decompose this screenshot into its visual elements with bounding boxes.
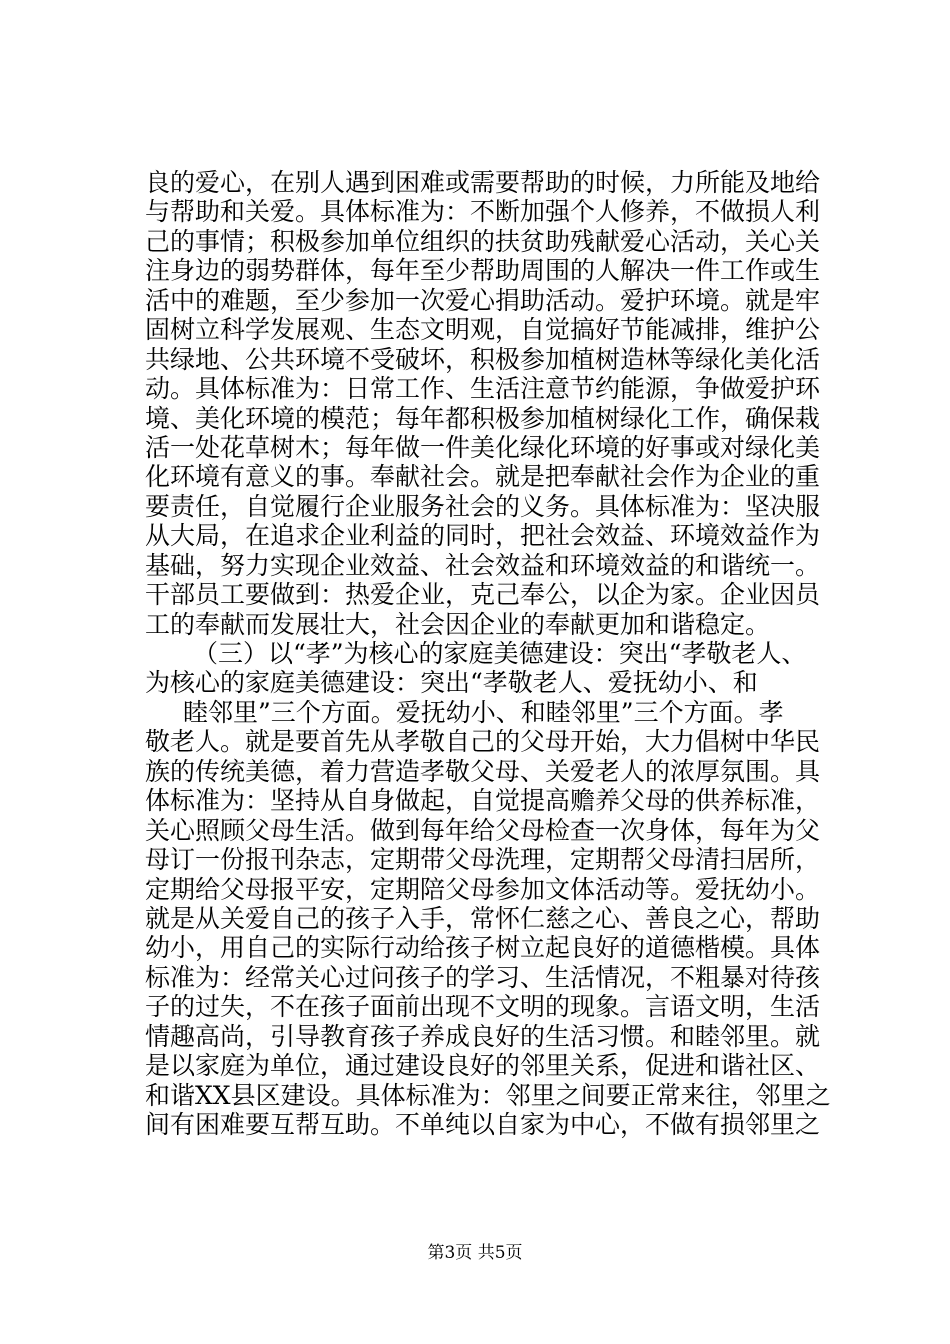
text-line: 固树立科学发展观、生态文明观，自觉搞好节能减排，维护公: [145, 315, 821, 345]
text-line: 与帮助和关爱。具体标准为：不断加强个人修养，不做损人利: [145, 197, 821, 227]
text-line: 标准为：经常关心过问孩子的学习、生活情况，不粗暴对待孩: [145, 962, 821, 992]
text-line: 化环境有意义的事。奉献社会。就是把奉献社会作为企业的重: [145, 462, 821, 492]
text-line: 子的过失，不在孩子面前出现不文明的现象。言语文明，生活: [145, 992, 821, 1022]
body-text: [145, 168, 835, 1139]
text-line: 良的爱心，在别人遇到困难或需要帮助的时候，力所能及地给: [145, 168, 821, 197]
text-line: 从大局，在追求企业利益的同时，把社会效益、环境效益作为: [145, 521, 821, 551]
text-line: 活一处花草树木；每年做一件美化绿化环境的好事或对绿化美: [145, 432, 821, 462]
text-line: 境、美化环境的模范；每年都积极参加植树绿化工作，确保栽: [145, 403, 821, 433]
text-line: 定期给父母报平安，定期陪父母参加文体活动等。爱抚幼小。: [145, 874, 821, 904]
text-line: 干部员工要做到：热爱企业，克己奉公，以企为家。企业因员: [145, 580, 821, 610]
text-line: 活中的难题，至少参加一次爱心捐助活动。爱护环境。就是牢: [145, 285, 821, 315]
text-line: 工的奉献而发展壮大，社会因企业的奉献更加和谐稳定。: [145, 609, 771, 639]
text-line: 敬老人。就是要首先从孝敬自己的父母开始，大力倡树中华民: [145, 727, 821, 757]
text-line: 是以家庭为单位，通过建设良好的邻里关系，促进和谐社区、: [145, 1051, 821, 1081]
text-line: 情趣高尚，引导教育孩子养成良好的生活习惯。和睦邻里。就: [145, 1021, 821, 1051]
text-line: 睦邻里”三个方面。爱抚幼小、和睦邻里”三个方面。孝: [183, 697, 784, 727]
text-line: 体标准为：坚持从自身做起，自觉提高赡养父母的供养标准，: [145, 786, 821, 816]
page-number-footer: 第3页 共5页: [427, 1243, 523, 1263]
text-line: 关心照顾父母生活。做到每年给父母检查一次身体，每年为父: [145, 815, 821, 845]
text-line: 共绿地、公共环境不受破坏，积极参加植树造林等绿化美化活: [145, 344, 821, 374]
text-line: 己的事情；积极参加单位组织的扶贫助残献爱心活动，关心关: [145, 226, 821, 256]
text-line: 要责任，自觉履行企业服务社会的义务。具体标准为：坚决服: [145, 491, 821, 521]
text-line: 间有困难要互帮互助。不单纯以自家为中心，不做有损邻里之: [145, 1110, 821, 1139]
text-line: 基础，努力实现企业效益、社会效益和环境效益的和谐统一。: [145, 550, 821, 580]
text-line: 母订一份报刊杂志，定期带父母洗理，定期帮父母清扫居所，: [145, 845, 821, 875]
text-line: 为核心的家庭美德建设：突出“孝敬老人、爱抚幼小、和: [145, 668, 758, 698]
text-line: 幼小，用自己的实际行动给孩子树立起良好的道德楷模。具体: [145, 933, 821, 963]
text-line: 就是从关爱自己的孩子入手，常怀仁慈之心、善良之心，帮助: [145, 903, 821, 933]
text-line: 注身边的弱势群体，每年至少帮助周围的人解决一件工作或生: [145, 256, 821, 286]
text-line: 和谐XX县区建设。具体标准为：邻里之间要正常来往，邻里之: [145, 1080, 831, 1110]
text-line: 族的传统美德，着力营造孝敬父母、关爱老人的浓厚氛围。具: [145, 756, 821, 786]
section-heading-line: （三）以“孝”为核心的家庭美德建设：突出“孝敬老人、: [193, 639, 807, 668]
text-line: 动。具体标准为：日常工作、生活注意节约能源，争做爱护环: [145, 374, 821, 404]
